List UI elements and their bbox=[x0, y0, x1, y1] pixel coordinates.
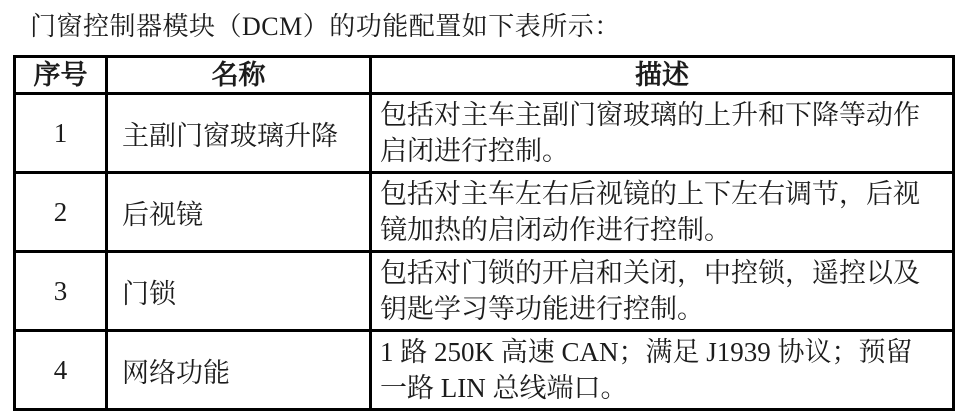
row-number-cell: 3 bbox=[15, 252, 107, 331]
table-row bbox=[15, 94, 954, 173]
header-cell-no: 序号 bbox=[15, 57, 107, 94]
function-config-table bbox=[13, 55, 955, 411]
row-name-cell: 网络功能 bbox=[107, 331, 371, 410]
row-name-cell: 后视镜 bbox=[107, 173, 371, 252]
row-number-cell: 4 bbox=[15, 331, 107, 410]
row-name-cell: 主副门窗玻璃升降 bbox=[107, 94, 371, 173]
row-description-cell: 包括对门锁的开启和关闭，中控锁，遥控以及钥匙学习等功能进行控制。 bbox=[371, 252, 954, 331]
row-name-cell: 门锁 bbox=[107, 252, 371, 331]
row-description-cell: 包括对主车左右后视镜的上下左右调节，后视镜加热的启闭动作进行控制。 bbox=[371, 173, 954, 252]
row-number-cell: 2 bbox=[15, 173, 107, 252]
table-header-row bbox=[15, 57, 954, 94]
table-row bbox=[15, 252, 954, 331]
table-row bbox=[15, 173, 954, 252]
table-row bbox=[15, 331, 954, 410]
row-description-cell: 1 路 250K 高速 CAN；满足 J1939 协议；预留一路 LIN 总线端口。 bbox=[371, 331, 954, 410]
row-number-cell: 1 bbox=[15, 94, 107, 173]
header-cell-desc: 描述 bbox=[371, 57, 954, 94]
document-title: 门窗控制器模块（DCM）的功能配置如下表所示： bbox=[30, 12, 621, 41]
header-cell-name: 名称 bbox=[107, 57, 371, 94]
row-description-cell: 包括对主车主副门窗玻璃的上升和下降等动作启闭进行控制。 bbox=[371, 94, 954, 173]
